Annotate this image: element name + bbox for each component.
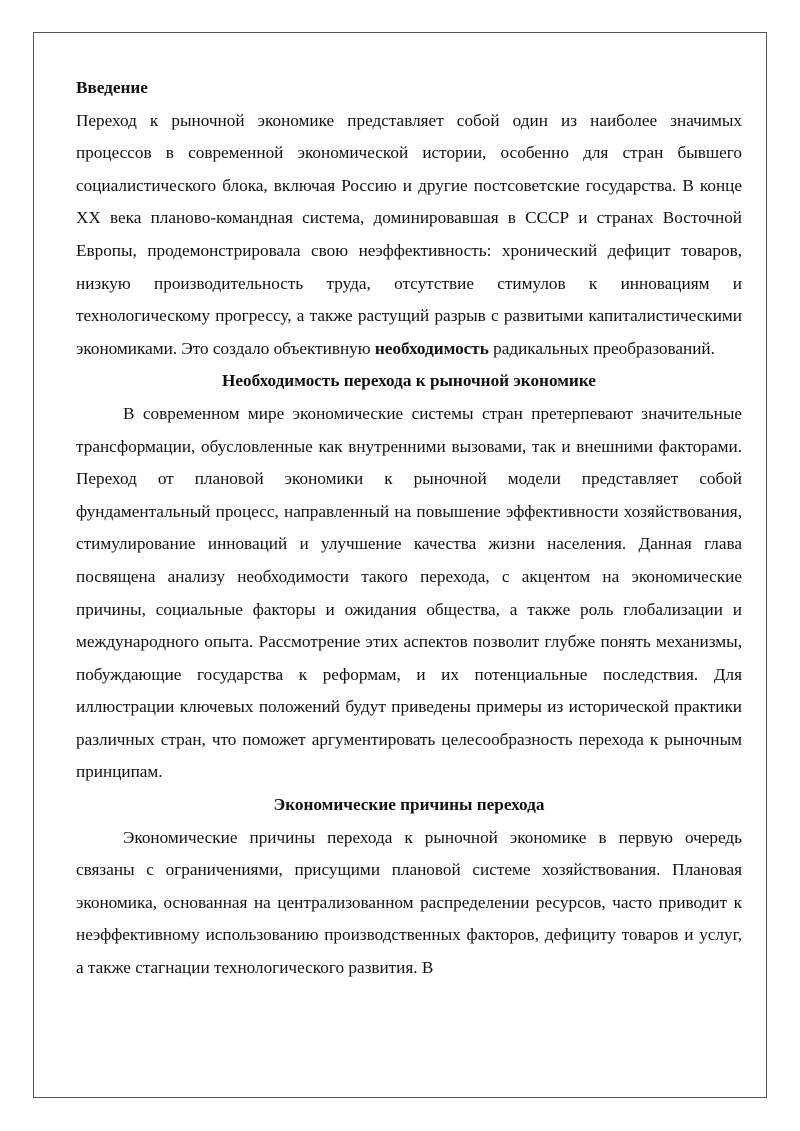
intro-bold-term: необходимость	[374, 338, 489, 358]
intro-text-end: радикальных преобразований.	[488, 338, 715, 358]
document-body	[76, 72, 742, 985]
section-heading-economic-reasons: Экономические причины перехода	[273, 795, 545, 815]
intro-text-start: Переход к рыночной экономике представляет собой один из наиболее значимых процессов в современной экономической истории, особенно для стран бывшего социалистического блока, включая Россию и другие постсоветские государства. В конце XX века планово-командная система, доминировавшая в СССР и странах Восточной Европы, продемонстрировала свою неэффективность: хронический дефицит товаров, низкую производительность труда, отсутствие стимулов к инновациям и технологическому прогрессу, а также растущий разрыв с развитыми капиталистическими экономиками. Это создало объективную	[76, 110, 742, 358]
section-paragraph-necessity: В современном мире экономические системы стран претерпевают значительные трансформации, обусловленные как внутренними вызовами, так и внешними факторами. Переход от плановой экономики к рыночной модели представляет собой фундаментальный процесс, направленный на повышение эффективности хозяйствования, стимулирование инноваций и улучшение качества жизни населения. Данная глава посвящена анализу необходимости такого перехода, с акцентом на экономические причины, социальные факторы и ожидания общества, а также роль глобализации и международного опыта. Рассмотрение этих аспектов позволит глубже понять механизмы, побуждающие государства к реформам, и их потенциальные последствия. Для иллюстрации ключевых положений будут приведены примеры из исторической практики различных стран, что поможет аргументировать целесообразность перехода к рыночным принципам.	[76, 403, 742, 782]
document-title: Введение	[76, 78, 148, 97]
section-paragraph-economic-reasons: Экономические причины перехода к рыночной экономике в первую очередь связаны с ограничениями, присущими плановой системе хозяйствования. Плановая экономика, основанная на централизованном распределении ресурсов, часто приводит к неэффективному использованию производственных факторов, дефициту товаров и услуг, а также стагнации технологического развития. В	[76, 827, 742, 978]
section-heading-necessity: Необходимость перехода к рыночной экономике	[222, 371, 596, 391]
intro-paragraph	[76, 105, 742, 366]
